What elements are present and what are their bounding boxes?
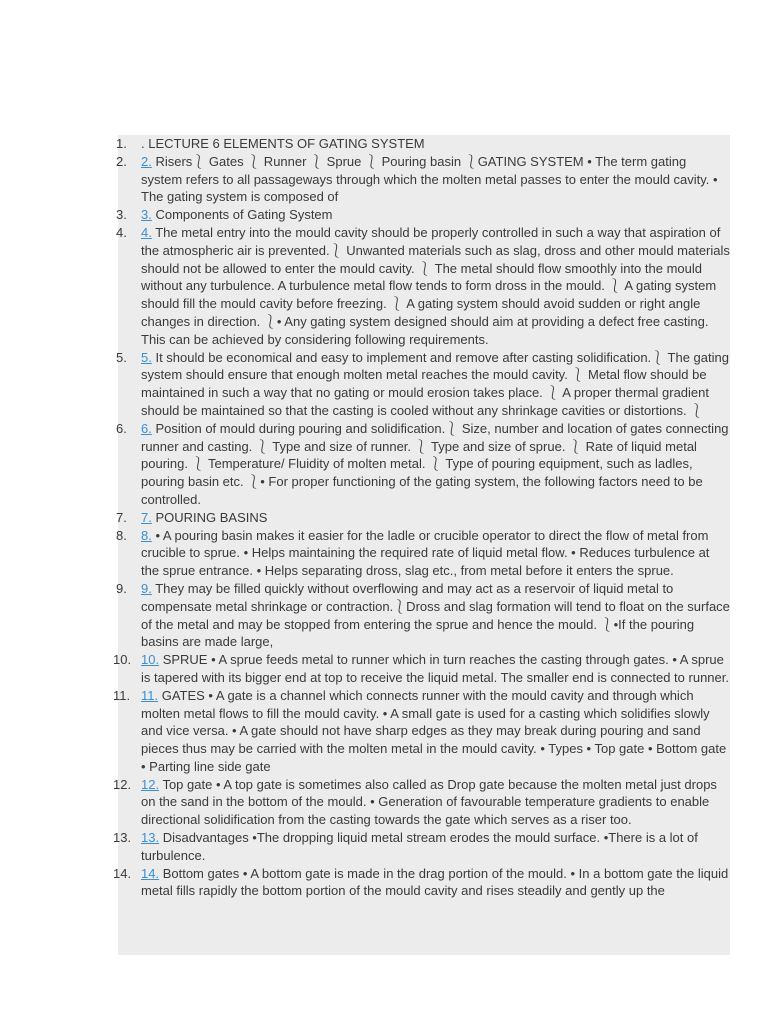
- slide-link[interactable]: 2.: [141, 153, 152, 169]
- item-text: SPRUE • A sprue feeds metal to runner which in turn reaches the casting through gates. • A sprue is tapered with its bigger end at top to receive the liquid metal. The smaller end is connected to runner.: [141, 652, 729, 685]
- item-number: 12.: [113, 776, 132, 792]
- list-item: [113, 687, 730, 776]
- slide-link[interactable]: 12.: [141, 776, 160, 792]
- slide-link[interactable]: 10.: [141, 652, 160, 668]
- item-number: 1.: [116, 136, 127, 151]
- list-item: [118, 224, 730, 349]
- item-number: 6.: [116, 420, 127, 436]
- item-number: 10.: [113, 652, 132, 668]
- slide-link[interactable]: 9.: [141, 580, 152, 596]
- item-text: Bottom gates • A bottom gate is made in the drag portion of the mould. • In a bottom gate the liquid metal fills rapidly the bottom portion of the mould cavity and rises steadily and gently up the: [141, 865, 729, 899]
- item-number: 5.: [116, 349, 127, 365]
- list-item: [113, 829, 730, 865]
- slide-link[interactable]: 4.: [141, 224, 152, 240]
- list-item: [118, 153, 730, 206]
- list-item: [113, 865, 730, 901]
- item-text: It should be economical and easy to implement and remove after casting solidification.⎱ The gating system should ensure that enough molten metal reaches the mould cavity. ⎱ Metal flow should be maintained in such a way that no gating or mould erosion takes place. ⎱ A proper thermal gradient should be maintained so that the casting is cooled without any shrinkage cavities or distortions. ⎱: [141, 349, 729, 418]
- list-item: [118, 206, 730, 224]
- slide-link[interactable]: 11.: [141, 687, 159, 703]
- slide-link[interactable]: 8.: [141, 527, 152, 543]
- item-text: . LECTURE 6 ELEMENTS OF GATING SYSTEM: [141, 136, 425, 151]
- item-text: Disadvantages •The dropping liquid metal stream erodes the mould surface. •There is a lot of turbulence.: [141, 830, 698, 863]
- slide-link[interactable]: 3.: [141, 207, 152, 223]
- item-number: 9.: [116, 580, 127, 596]
- slide-link[interactable]: 5.: [141, 349, 152, 365]
- item-text: Components of Gating System: [151, 207, 333, 223]
- item-text: Position of mould during pouring and solidification.⎱ Size, number and location of gates connecting runner and casting. ⎱ Type and size of runner. ⎱ Type and size of sprue. ⎱ Rate of liquid metal pouring. ⎱ Temperature/ Fluidity of molten metal. ⎱ Type of pouring equipment, such as ladles, pouring basin etc. ⎱• For proper functioning of the gating system, the following factors need to be controlled.: [141, 420, 729, 507]
- item-text: POURING BASINS: [151, 509, 268, 525]
- list-item: [118, 509, 730, 527]
- item-number: 2.: [116, 153, 127, 169]
- slide-link[interactable]: 7.: [141, 509, 152, 525]
- list-item: [113, 776, 730, 829]
- list-item: [118, 420, 730, 509]
- item-number: 7.: [116, 509, 127, 525]
- list-item: [118, 527, 730, 580]
- list-item: [118, 580, 730, 651]
- item-number: 3.: [116, 207, 127, 223]
- item-text: Risers⎱ Gates ⎱ Runner ⎱ Sprue ⎱ Pouring basin ⎱GATING SYSTEM • The term gating system refers to all passageways through which the molten metal passes to enter the mould cavity. • The gating system is composed of: [141, 153, 718, 205]
- item-text: GATES • A gate is a channel which connects runner with the mould cavity and through which molten metal flows to fill the mould cavity. • A small gate is used for a casting which solidifies slowly and vice versa. • A gate should not have sharp edges as they may break during pouring and sand pieces thus may be carried with the molten metal in the mould cavity. • Types • Top gate • Bottom gate • Parting line side gate: [141, 687, 727, 774]
- list-item: [118, 135, 730, 153]
- item-number: 13.: [113, 830, 132, 846]
- item-number: 4.: [116, 224, 127, 240]
- slide-text-list: [113, 135, 730, 900]
- item-number: 11.: [113, 687, 131, 703]
- item-text: They may be filled quickly without overflowing and may act as a reservoir of liquid metal to compensate metal shrinkage or contraction.⎱Dross and slag formation will tend to float on the surface of the metal and may be stopped from entering the sprue and hence the mould. ⎱•If the pouring basins are made large,: [141, 580, 730, 650]
- item-number: 8.: [116, 527, 127, 543]
- item-number: 14.: [113, 865, 132, 881]
- slide-link[interactable]: 13.: [141, 830, 160, 846]
- slide-link[interactable]: 6.: [141, 420, 152, 436]
- list-item: [118, 349, 730, 420]
- document-panel: [113, 135, 730, 955]
- list-item: [113, 651, 730, 687]
- item-text: • A pouring basin makes it easier for the ladle or crucible operator to direct the flow of metal from crucible to sprue. • Helps maintaining the required rate of liquid metal flow. • Reduces turbulence at the sprue entrance. • Helps separating dross, slag etc., from metal before it enters the sprue.: [141, 527, 710, 579]
- item-text: The metal entry into the mould cavity should be properly controlled in such a way that aspiration of the atmospheric air is prevented.⎱ Unwanted materials such as slag, dross and other mould materials should not be allowed to enter the mould cavity. ⎱ The metal should flow smoothly into the mould without any turbulence. A turbulence metal flow tends to form dross in the mould. ⎱ A gating system should fill the mould cavity before freezing. ⎱ A gating system should avoid sudden or right angle changes in direction. ⎱• Any gating system designed should aim at providing a defect free casting. This can be achieved by considering following requirements.: [141, 224, 730, 347]
- item-text: Top gate • A top gate is sometimes also called as Drop gate because the molten metal just drops on the sand in the bottom of the mould. • Generation of favourable temperature gradients to enable directional solidification from the casting towards the gate which serves as a riser too.: [141, 776, 717, 828]
- slide-link[interactable]: 14.: [141, 865, 160, 881]
